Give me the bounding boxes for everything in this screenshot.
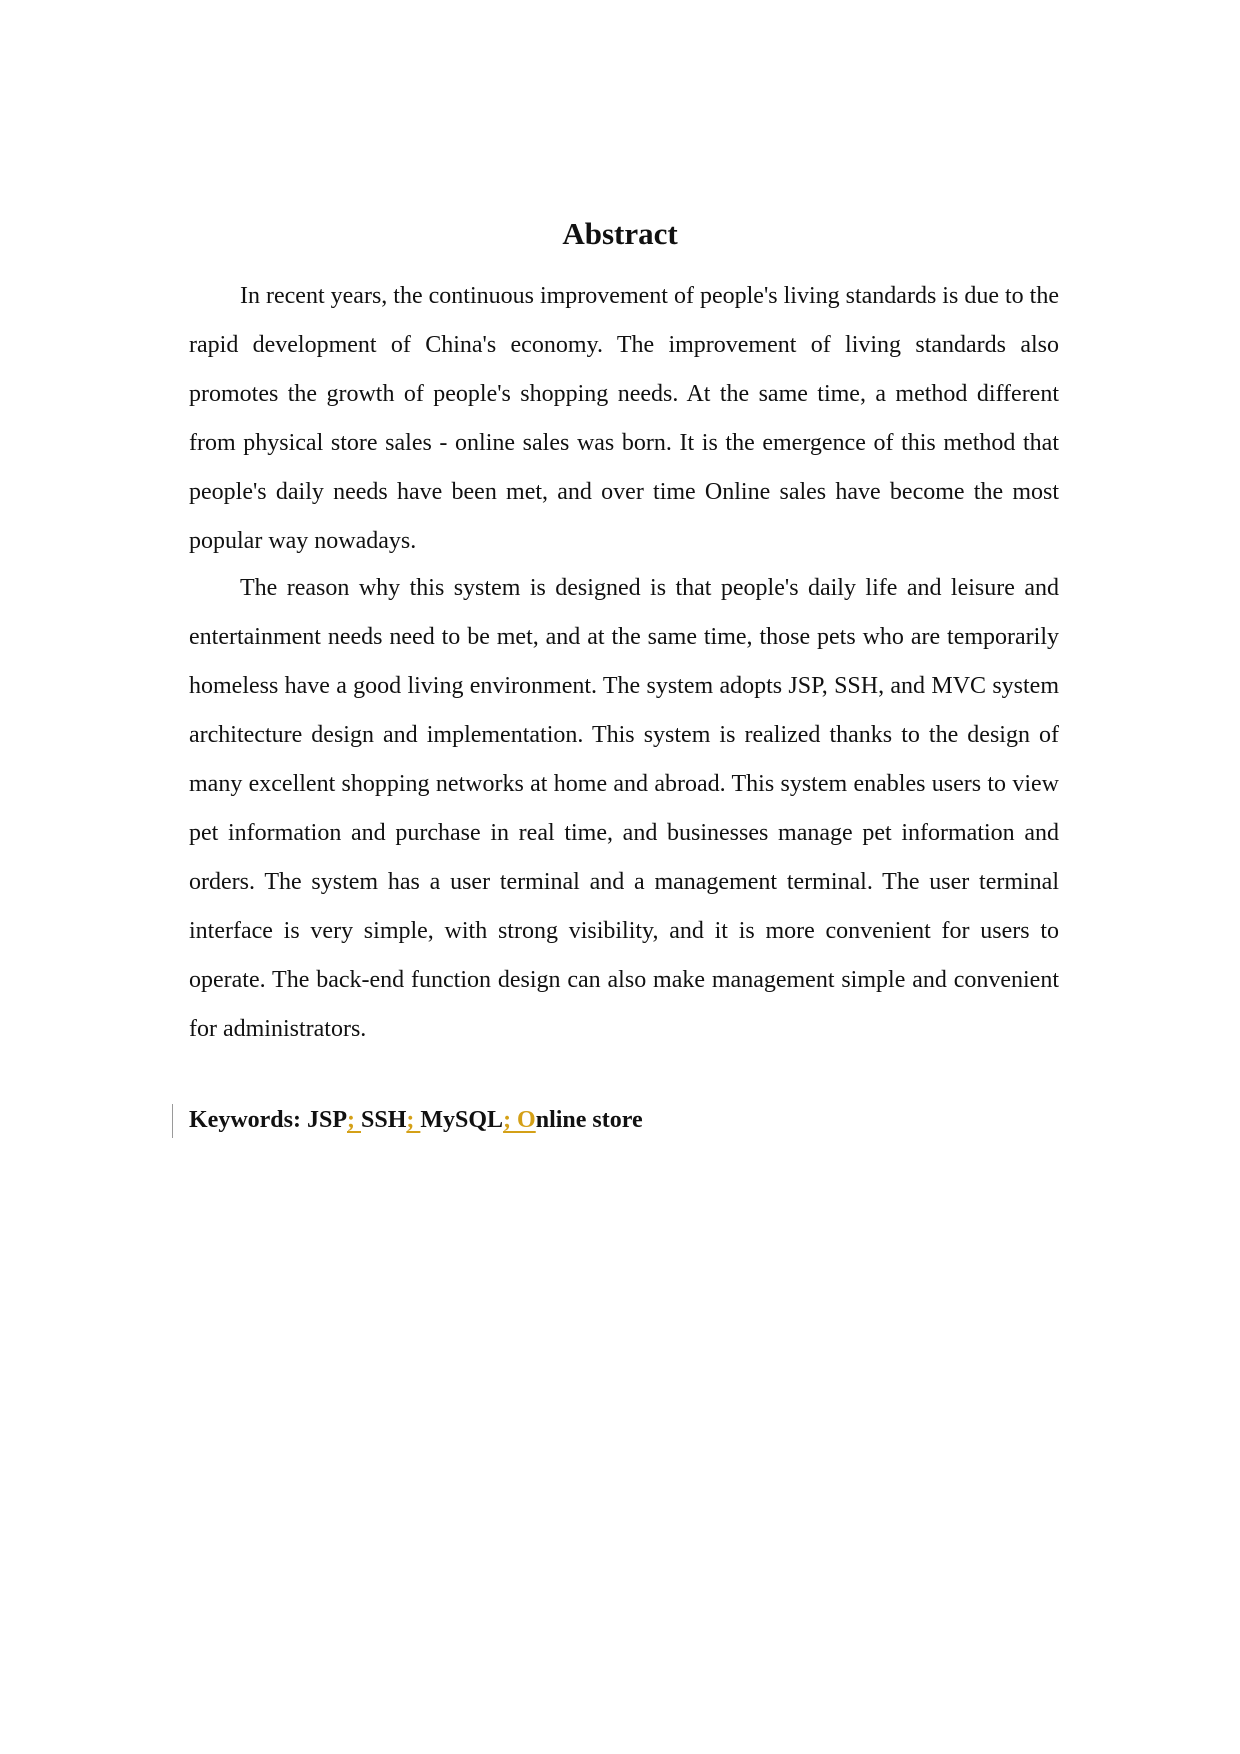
abstract-paragraph-2: The reason why this system is designed is that people's daily life and leisure and entertainment needs need to be met, and at the same time, those pets who are temporarily homeless have a good living environment. The system adopts JSP, SSH, and MVC system architecture design and implementation. This system is realized thanks to the design of many excellent shopping networks at home and abroad. This system enables users to view pet information and purchase in real time, and businesses manage pet information and orders. The system has a user terminal and a management terminal. The user terminal interface is very simple, with strong visibility, and it is more convenient for users to operate. The back-end function design can also make management simple and convenient for administrators. bbox=[189, 575, 1059, 1042]
abstract-paragraph-1: In recent years, the continuous improvement of people's living standards is due to the rapid development of China's economy. The improvement of living standards also promotes the growth of people's shopping needs. At the same time, a method different from physical store sales - online sales was born. It is the emergence of this method that people's daily needs have been met, and over time Online sales have become the most popular way nowadays. bbox=[189, 283, 1059, 554]
abstract-title: Abstract bbox=[562, 216, 678, 251]
keyword-mysql: MySQL bbox=[420, 1107, 504, 1133]
keyword-separator-inserted: ; bbox=[347, 1107, 361, 1133]
tracked-change-bar bbox=[172, 1104, 173, 1138]
keywords-line bbox=[189, 1100, 643, 1140]
keyword-separator-inserted: ; O bbox=[503, 1107, 536, 1133]
keyword-separator-inserted: ; bbox=[406, 1107, 421, 1133]
keyword-jsp: JSP bbox=[306, 1107, 347, 1133]
keyword-online-store: nline store bbox=[535, 1107, 643, 1133]
keyword-ssh: SSH bbox=[361, 1107, 407, 1133]
abstract-body bbox=[189, 272, 1059, 1054]
keywords-label: Keywords: bbox=[189, 1107, 307, 1133]
